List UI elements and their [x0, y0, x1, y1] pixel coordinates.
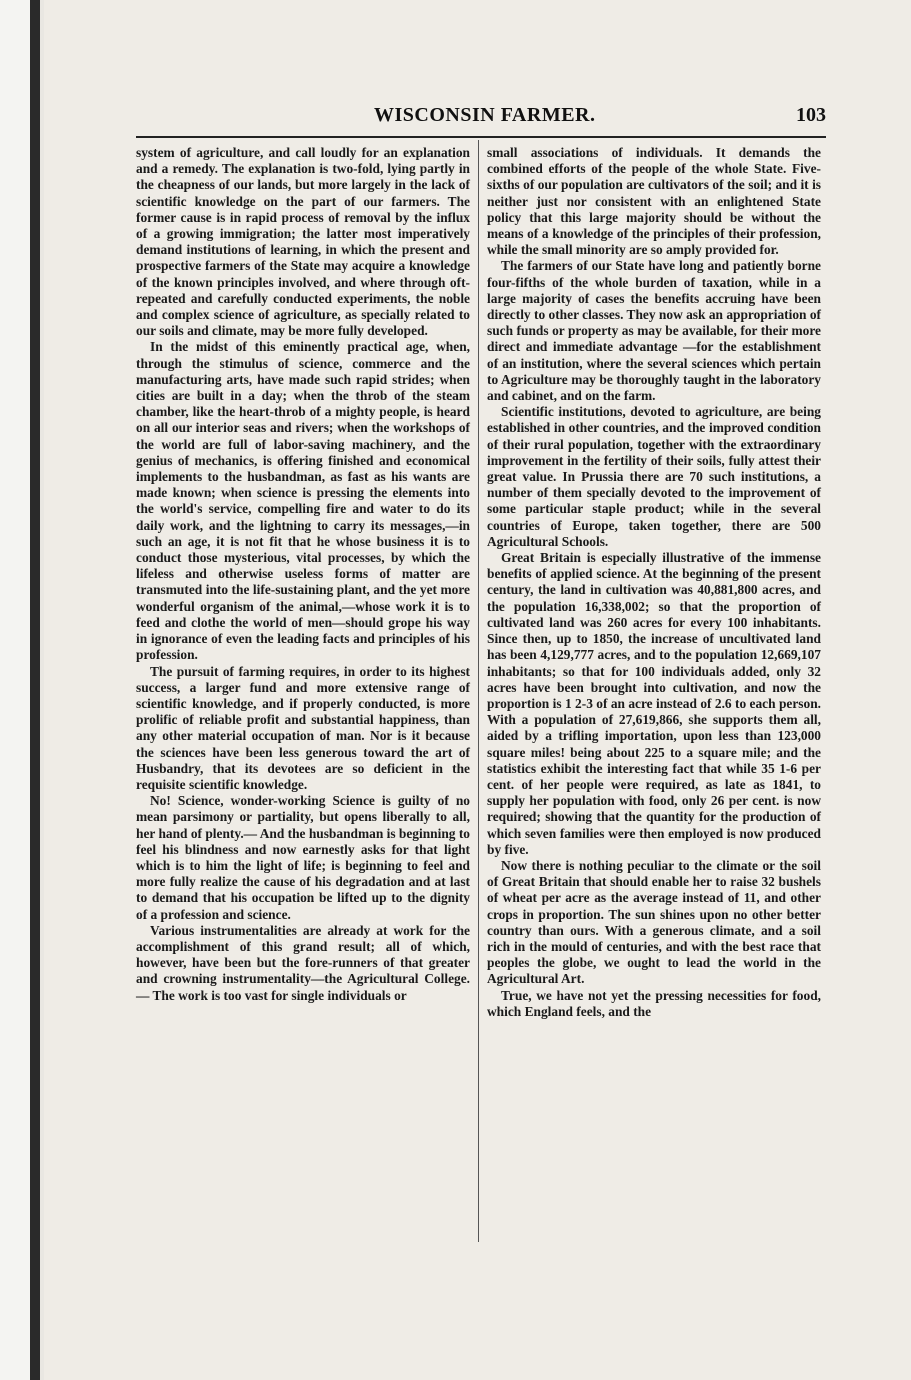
paragraph: Great Britain is especially illustrative of the immense benefits of applied science. At the beginning of the present century, the land in cultivation was 40,881,800 acres, and the population 16,338,002; so that the proportion of cultivated land was 260 acres for every 100 inhabitants. Since then, up to 1850, the increase of uncultivated land has been 4,129,777 acres, and to the population 12,669,107 inhabitants; so that for 100 individuals added, only 32 acres have been brought into cultivation, and now the proportion is 1 2-3 of an acre instead of 2.6 to each person. With a population of 27,619,866, she supports them all, aided by a trifling importation, upon less than 123,000 square miles! being about 225 to a square mile; and the statistics exhibit the interesting fact that while 35 1-6 per cent. of her people were required, as late as 1841, to supply her population with food, only 26 per cent. is now required; showing that the quantity for the production of which seven families were then employed is now produced by five. — [487, 550, 821, 857]
paragraph: No! Science, wonder-working Science is guilty of no mean parsimony or partiality, but opens liberally to all, her hand of plenty.— And the husbandman is beginning to feel his blindness and now earnestly asks for that light which is to him the light of life; is beginning to feel and more fully realize the cause of his degradation and at last to demand that his occupation be lifted up to the dignity of a profession and science. — [136, 793, 470, 922]
column-divider — [478, 140, 479, 1242]
right-column — [487, 145, 821, 1020]
paragraph: system of agriculture, and call loudly for an explanation and a remedy. The explanation is two-fold, lying partly in the cheapness of our lands, but more largely in the lack of scientific knowledge on the part of our farmers. The former cause is in rapid process of removal by the influx of a growing immigration; the latter most imperatively demand institutions of learning, in which the present and prospective farmers of the State may acquire a knowledge of the known principles involved, and where through oft-repeated and carefully conducted experiments, the noble and complex science of agriculture, as specially related to our soils and climate, may be more fully developed. — [136, 145, 470, 339]
paragraph: Now there is nothing peculiar to the climate or the soil of Great Britain that should enable her to raise 32 bushels of wheat per acre as the average instead of 11, and other crops in proportion. The sun shines upon no other better country than ours. With a generous climate, and a soil rich in the mould of centuries, and with the best race that peoples the globe, we ought to lead the world in the Agricultural Art. — [487, 857, 821, 987]
paragraph: True, we have not yet the pressing necessities for food, which England feels, and the — [487, 987, 821, 1019]
running-header — [136, 104, 826, 132]
page-number: 103 — [796, 104, 826, 126]
paragraph: Various instrumentalities are already at work for the accomplishment of this grand result; all of which, however, have been but the fore-runners of that greater and crowning instrumentality—the Agricultural College.— The work is too vast for single individuals or — [136, 922, 470, 1003]
left-column — [136, 145, 470, 1004]
paragraph: small associations of individuals. It demands the combined efforts of the people of the whole State. Five-sixths of our population are cultivators of the soil; and it is neither just nor consistent with an enlightened State policy that this large majority should be without the means of a knowledge of the principles of their profession, while the small minority are so amply provided for. — [487, 145, 821, 258]
running-title: WISCONSIN FARMER. — [374, 104, 596, 126]
paragraph: In the midst of this eminently practical age, when, through the stimulus of science, commerce and the manufacturing arts, have made such rapid strides; when cities are built in a day; when the throb of the steam chamber, like the heart-throb of a mighty people, is heard on all our interior seas and rivers; when the workshops of the world are full of labor-saving machinery, and the genius of mechanics, is offering finished and economical implements to the husbandman, as fast as his wants are made known; when science is pressing the elements into the world's service, compelling fire and water to do its daily work, and the lightning to carry its messages,—in such an age, it is not fit that he whose business it is to conduct those mysterious, vital processes, by which the lifeless and otherwise useless forms of matter are transmuted into the life-sustaining plant, and the yet more wonderful organism of the animal,—whose work it is to feed and clothe the world of men—should grope his way in ignorance of even the leading facts and principles of his profession. — [136, 339, 470, 663]
book-gutter-edge — [0, 0, 40, 1380]
paragraph: The pursuit of farming requires, in order to its highest success, a larger fund and more extensive range of scientific knowledge, and if properly conducted, is more prolific of reliable profit and substantial happiness, than any other material occupation of man. Nor is it because the sciences have been less generous toward the art of Husbandry, that its devotees are so deficient in the requisite scientific knowledge. — [136, 663, 470, 792]
paragraph: The farmers of our State have long and patiently borne four-fifths of the whole burden of taxation, while in a large majority of cases the benefits accruing have been directly to other classes. They now ask an appropriation of such funds or property as may be available, for their more direct and immediate advantage —for the establishment of an institution, where the several sciences which pertain to Agriculture may be thoroughly taught in the laboratory and cabinet, and on the farm. — [487, 258, 821, 404]
header-rule — [136, 136, 826, 138]
paragraph: Scientific institutions, devoted to agriculture, are being established in other countries, and the improved condition of their rural population, together with the extraordinary improvement in the fertility of their soils, fully attest their great value. In Prussia there are 70 such institutions, a number of them specially devoted to the improvement of some particular staple product; while in the several countries of Europe, taken together, there are 500 Agricultural Schools. — [487, 404, 821, 549]
